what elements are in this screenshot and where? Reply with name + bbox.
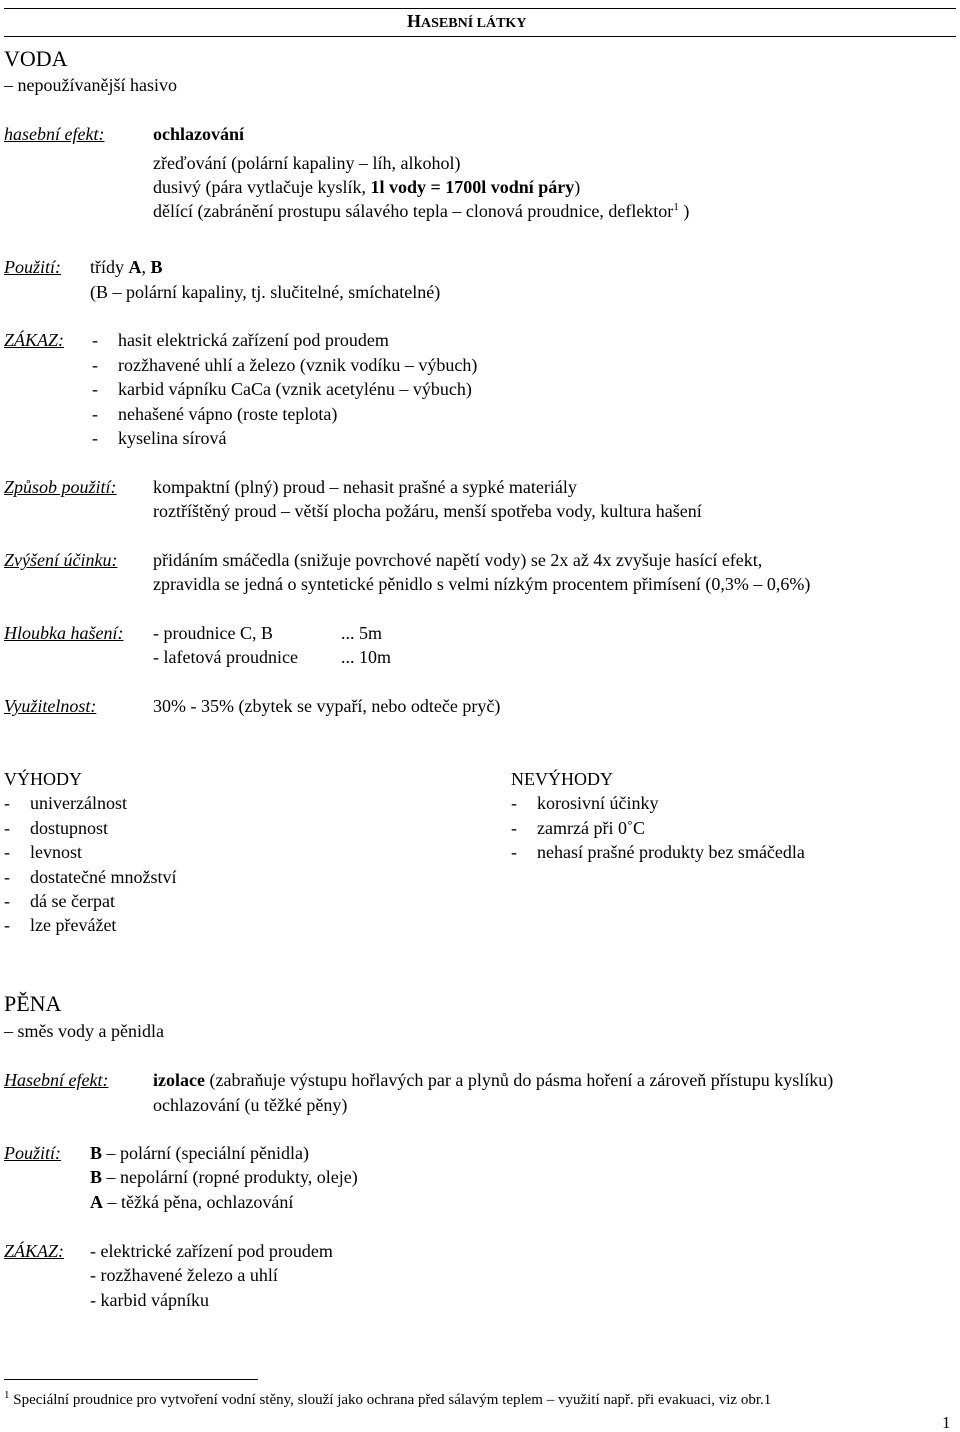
voda-con-1: - korosivní účinky [511, 793, 659, 813]
voda-ban-3: - karbid vápníku CaCa (vznik acetylénu – výbuch) [92, 379, 472, 399]
page-number: 1 [942, 1413, 951, 1432]
voda-pro-1-text: univerzálnost [30, 793, 127, 813]
pena-effect-bold: izolace [153, 1070, 205, 1090]
voda-effect-4 [153, 200, 689, 222]
voda-effect-3 [153, 176, 580, 198]
pena-use-label: Použití: [4, 1143, 61, 1163]
pena-effect-2: ochlazování (u těžké pěny) [153, 1095, 348, 1115]
voda-usability-label: Využitelnost: [4, 696, 97, 716]
pena-subtitle: – směs vody a pěnidla [4, 1021, 164, 1041]
header-title-first: H [407, 11, 422, 31]
voda-pro-1: - univerzálnost [4, 793, 127, 813]
page-header [407, 10, 526, 35]
voda-ban-5: - kyselina sírová [92, 428, 227, 448]
voda-pro-5: - dá se čerpat [4, 891, 115, 911]
pena-ban-3: - karbid vápníku [90, 1290, 209, 1310]
voda-effect-4-text: dělící (zabránění prostupu sálavého tepla – clonová proudnice, deflektor [153, 201, 674, 221]
voda-pro-3-text: levnost [30, 842, 82, 862]
voda-effect-2: zřeďování (polární kapaliny – líh, alkohol) [153, 153, 461, 173]
voda-ban-label: ZÁKAZ: [4, 330, 65, 350]
pena-use-3-text: – těžká pěna, ochlazování [103, 1192, 294, 1212]
voda-con-3-text: nehasí prašné produkty bez smáčedla [537, 842, 805, 862]
voda-ban-5-text: kyselina sírová [118, 428, 227, 448]
voda-ban-2: - rozžhavené uhlí a železo (vznik vodíku – výbuch) [92, 355, 478, 375]
pena-effect-rest: (zabraňuje výstupu hořlavých par a plynů do pásma hoření a zároveň přístupu kyslíku) [204, 1070, 834, 1090]
voda-effect-1: ochlazování [153, 124, 245, 144]
voda-method-label: Způsob použití: [4, 477, 117, 497]
voda-boost-label: Zvýšení účinku: [4, 550, 118, 570]
pena-use-1-text: – polární (speciální pěnidla) [102, 1143, 309, 1163]
voda-depth-1-name: - proudnice C, B [153, 623, 273, 643]
voda-pro-6: - lze převážet [4, 915, 117, 935]
voda-title: VODA [4, 46, 68, 71]
voda-use-sep: , [141, 257, 151, 277]
voda-pro-6-text: lze převážet [30, 915, 117, 935]
voda-pro-2: - dostupnost [4, 818, 109, 838]
voda-pro-4: - dostatečné množství [4, 867, 177, 887]
voda-ban-3-text: karbid vápníku CaCa (vznik acetylénu – výbuch) [118, 379, 472, 399]
header-rule [4, 8, 956, 9]
voda-use-class-b: B [150, 257, 163, 277]
pena-use-2-class: B [90, 1167, 103, 1187]
voda-effect-4-end: ) [678, 201, 690, 221]
voda-method-2: roztříštěný proud – větší plocha požáru, menší spotřeba vody, kultura hašení [153, 501, 702, 521]
footnote [4, 1390, 771, 1410]
voda-depth-label: Hloubka hašení: [4, 623, 124, 643]
pena-ban-1: - elektrické zařízení pod proudem [90, 1241, 333, 1261]
voda-use-class-a: A [128, 257, 142, 277]
voda-pro-5-text: dá se čerpat [30, 891, 115, 911]
header-bottom-rule [4, 36, 956, 37]
pena-use-1-class: B [90, 1143, 103, 1163]
voda-use-text: třídy [90, 257, 129, 277]
voda-ban-4: - nehašené vápno (roste teplota) [92, 404, 338, 424]
voda-effect-3-text: dusivý (pára vytlačuje kyslík, [153, 177, 371, 197]
voda-depth-2-name: - lafetová proudnice [153, 647, 298, 667]
footnote-text: Speciální proudnice pro vytvoření vodní stěny, slouží jako ochrana před sálavým teplem – využití např. při evakuaci, viz obr.1 [9, 1392, 772, 1408]
voda-method-1: kompaktní (plný) proud – nehasit prašné a sypké materiály [153, 477, 577, 497]
voda-depth-2-value: ... 10m [341, 647, 392, 667]
voda-use-2: (B – polární kapaliny, tj. slučitelné, smíchatelné) [90, 282, 441, 302]
pena-ban-2: - rozžhavené železo a uhlí [90, 1265, 278, 1285]
voda-con-3: - nehasí prašné produkty bez smáčedla [511, 842, 805, 862]
voda-pro-3: - levnost [4, 842, 82, 862]
header-title-rest: ASEBNÍ LÁTKY [421, 16, 527, 31]
footnote-mark: 1 [4, 1389, 10, 1401]
pena-ban-label: ZÁKAZ: [4, 1241, 65, 1261]
footnote-ref[interactable]: 1 [673, 201, 679, 213]
pena-use-2 [90, 1166, 358, 1188]
voda-usability: 30% - 35% (zbytek se vypaří, nebo odteče pryč) [153, 696, 501, 716]
footnote-rule [4, 1379, 258, 1380]
pena-effect-label: Hasební efekt: [4, 1070, 109, 1090]
voda-effect-label: hasební efekt: [4, 124, 105, 144]
voda-cons-title: NEVÝHODY [511, 769, 613, 789]
voda-boost-1: přidáním smáčedla (snižuje povrchové napětí vody) se 2x až 4x zvyšuje hasící efekt, [153, 550, 763, 570]
voda-use-1 [90, 256, 163, 278]
voda-ban-1-text: hasit elektrická zařízení pod proudem [118, 330, 389, 350]
voda-pro-4-text: dostatečné množství [30, 867, 177, 887]
pena-use-2-text: – nepolární (ropné produkty, oleje) [102, 1167, 358, 1187]
pena-title: PĚNA [4, 991, 62, 1016]
voda-effect-3-bold: 1l vody = 1700l vodní páry [370, 177, 575, 197]
voda-use-label: Použití: [4, 257, 61, 277]
voda-depth-1-value: ... 5m [341, 623, 383, 643]
pena-effect-1 [153, 1069, 833, 1091]
voda-pro-2-text: dostupnost [30, 818, 109, 838]
voda-pros-title: VÝHODY [4, 769, 82, 789]
voda-ban-2-text: rozžhavené uhlí a železo (vznik vodíku – výbuch) [118, 355, 478, 375]
voda-boost-2: zpravidla se jedná o syntetické pěnidlo s velmi nízkým procentem přimísení (0,3% – 0,6%) [153, 574, 811, 594]
voda-subtitle: – nepoužívanější hasivo [4, 75, 177, 95]
pena-use-1 [90, 1142, 309, 1164]
voda-ban-4-text: nehašené vápno (roste teplota) [118, 404, 338, 424]
voda-con-2-text: zamrzá při 0˚C [537, 818, 645, 838]
pena-use-3 [90, 1191, 293, 1213]
voda-ban-1: - hasit elektrická zařízení pod proudem [92, 330, 389, 350]
pena-use-3-class: A [90, 1192, 103, 1212]
voda-con-1-text: korosivní účinky [537, 793, 659, 813]
voda-con-2: - zamrzá při 0˚C [511, 818, 645, 838]
voda-effect-3-end: ) [574, 177, 581, 197]
